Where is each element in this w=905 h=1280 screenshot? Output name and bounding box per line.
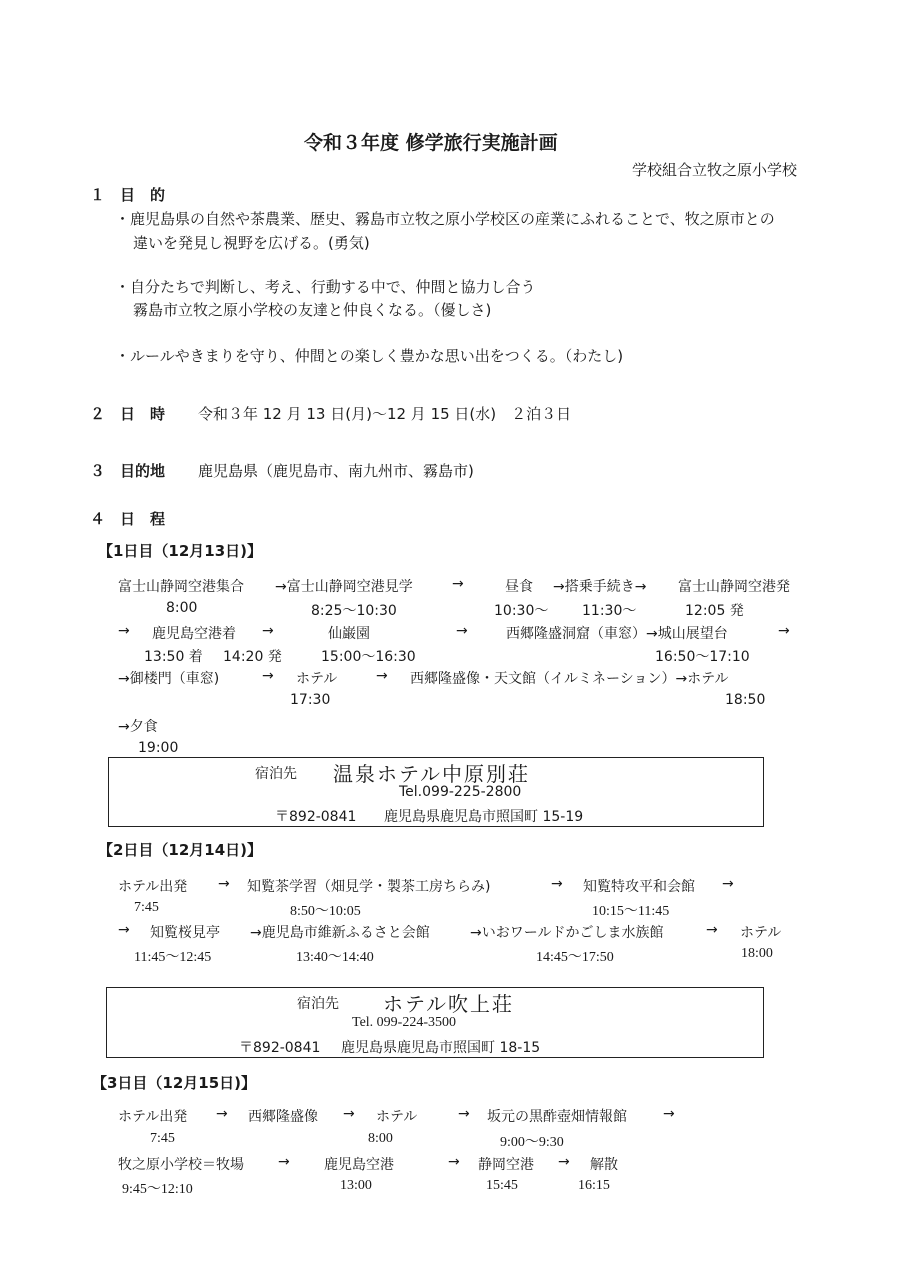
purpose-3: ・ルールやきまりを守り、仲間との楽しく豊かな思い出をつくる。（わたし) xyxy=(115,347,624,365)
section-4-heading: ４ 日 程 xyxy=(90,510,166,528)
day1-r1-item: 富士山静岡空港集合 xyxy=(118,579,244,595)
day2-r1-item: ホテル出発 xyxy=(118,879,188,895)
section-2-heading: ２ 日 時 xyxy=(90,405,166,423)
day3-r1-item: → xyxy=(216,1106,228,1122)
day1-r1-time: 12:05 発 xyxy=(685,603,744,619)
day2-r2-item: →鹿児島市維新ふるさと会館 xyxy=(250,925,430,941)
day1-header: 【1日目（12月13日)】 xyxy=(98,542,263,560)
day1-r1-time: 8:25～10:30 xyxy=(311,603,397,619)
lodging-label: 宿泊先 xyxy=(297,996,339,1012)
day1-r1-item: → xyxy=(452,576,464,592)
day1-r1-time: 10:30～ xyxy=(494,603,549,619)
purpose-1-line-1: ・鹿児島県の自然や茶農業、歴史、霧島市立牧之原小学校区の産業にふれることで、牧之原市との xyxy=(115,210,775,228)
day1-r3-time: 17:30 xyxy=(290,692,331,708)
day1-r1-item: →搭乗手続き→ xyxy=(553,579,647,595)
day2-r2-item: →いおワールドかごしま水族館 xyxy=(470,925,664,941)
purpose-1-line-2: 違いを発見し視野を広げる。(勇気) xyxy=(133,234,370,252)
day1-r4-time: 19:00 xyxy=(138,740,179,756)
day1-r2-time: 16:50～17:10 xyxy=(655,649,750,665)
day1-r2-item: → xyxy=(456,623,468,639)
day3-r2-time: 13:00 xyxy=(340,1178,372,1193)
day2-r2-item: → xyxy=(118,922,130,938)
day3-r1-item: 坂元の黒酢壺畑情報館 xyxy=(487,1109,627,1125)
day2-r2-time: 11:45～12:45 xyxy=(134,950,212,965)
day2-r2-item: ホテル xyxy=(740,925,782,941)
day2-r1-item: 知覧茶学習（畑見学・製茶工房ちらみ) xyxy=(247,879,491,895)
purpose-2-line-2: 霧島市立牧之原小学校の友達と仲良くなる。（優しさ) xyxy=(133,301,492,319)
day2-r1-time: 10:15～11:45 xyxy=(592,904,670,919)
day3-r2-time: 16:15 xyxy=(578,1178,610,1193)
day2-r1-item: → xyxy=(722,876,734,892)
day1-r3-item: 西郷隆盛像・天文館（イルミネーション）→ホテル xyxy=(410,671,729,687)
day3-r1-time: 7:45 xyxy=(150,1131,175,1146)
day3-r2-time: 15:45 xyxy=(486,1178,518,1193)
day3-r1-item: → xyxy=(663,1106,675,1122)
day2-r1-time: 7:45 xyxy=(134,900,159,915)
day3-r2-item: 解散 xyxy=(590,1157,618,1173)
day1-r1-item: 富士山静岡空港発 xyxy=(678,579,790,595)
hotel-tel: Tel. 099-224-3500 xyxy=(352,1015,457,1030)
hotel-zip: 〒892-0841 xyxy=(239,1040,321,1056)
day3-r1-item: ホテル xyxy=(376,1109,418,1125)
day2-r1-item: → xyxy=(551,876,563,892)
day3-r1-item: → xyxy=(458,1106,470,1122)
day3-r1-item: ホテル出発 xyxy=(118,1109,188,1125)
page-title: 令和３年度 修学旅行実施計画 xyxy=(304,132,558,154)
section-1-heading: １ 目 的 xyxy=(90,186,166,204)
day2-r2-time: 13:40～14:40 xyxy=(296,950,374,965)
destination-text: 鹿児島県（鹿児島市、南九州市、霧島市) xyxy=(198,462,474,480)
day1-r2-item: → xyxy=(262,623,274,639)
day3-r1-item: → xyxy=(343,1106,355,1122)
day3-header: 【3日目（12月15日)】 xyxy=(92,1074,257,1092)
hotel-name: 温泉ホテル中原別荘 xyxy=(333,762,530,786)
day2-header: 【2日目（12月14日)】 xyxy=(98,841,263,859)
day3-r1-time: 8:00 xyxy=(368,1131,393,1146)
day3-r2-item: → xyxy=(448,1154,460,1170)
day1-r2-time: 15:00～16:30 xyxy=(321,649,416,665)
hotel-address: 鹿児島県鹿児島市照国町 18-15 xyxy=(341,1040,541,1056)
day1-r3-item: →御楼門（車窓) xyxy=(118,671,220,687)
day3-r2-time: 9:45～12:10 xyxy=(122,1182,193,1197)
day3-r1-item: 西郷隆盛像 xyxy=(248,1109,318,1125)
day1-hotel-box xyxy=(108,757,764,827)
hotel-tel: Tel.099-225-2800 xyxy=(399,784,522,800)
day2-r2-time: 14:45～17:50 xyxy=(536,950,614,965)
hotel-name: ホテル吹上荘 xyxy=(383,992,514,1016)
lodging-label: 宿泊先 xyxy=(255,766,297,782)
day2-r1-item: → xyxy=(218,876,230,892)
dates-text: 令和３年 12 月 13 日(月)～12 月 15 日(水) ２泊３日 xyxy=(198,405,572,423)
day1-r2-item: 仙巌園 xyxy=(328,626,370,642)
school-name: 学校組合立牧之原小学校 xyxy=(632,161,798,179)
day3-r2-item: 牧之原小学校＝牧場 xyxy=(118,1157,244,1173)
day1-r2-item: → xyxy=(778,623,790,639)
day3-r1-time: 9:00～9:30 xyxy=(500,1135,564,1150)
day1-r2-time: 13:50 着 xyxy=(144,649,203,665)
day3-r2-item: 鹿児島空港 xyxy=(324,1157,394,1173)
day2-r1-time: 8:50～10:05 xyxy=(290,904,361,919)
day2-hotel-box xyxy=(106,987,764,1058)
day3-r2-item: → xyxy=(278,1154,290,1170)
day1-r4-item: →夕食 xyxy=(118,719,158,735)
day1-r3-time: 18:50 xyxy=(725,692,766,708)
day1-r1-time: 8:00 xyxy=(166,600,198,616)
day1-r3-item: ホテル xyxy=(296,671,338,687)
day2-r2-item: 知覧桜見亭 xyxy=(150,925,220,941)
day2-r2-time: 18:00 xyxy=(741,946,773,961)
hotel-address: 鹿児島県鹿児島市照国町 15-19 xyxy=(384,809,584,825)
day3-r2-item: → xyxy=(558,1154,570,1170)
hotel-zip: 〒892-0841 xyxy=(275,809,357,825)
day1-r1-time: 11:30～ xyxy=(582,603,637,619)
day1-r2-item: → xyxy=(118,623,130,639)
day1-r2-time: 14:20 発 xyxy=(223,649,282,665)
day1-r2-item: 鹿児島空港着 xyxy=(152,626,236,642)
day1-r1-item: 昼食 xyxy=(505,579,533,595)
day2-r1-item: 知覧特攻平和会館 xyxy=(583,879,695,895)
section-3-heading: ３ 目的地 xyxy=(90,462,166,480)
day3-r2-item: 静岡空港 xyxy=(478,1157,534,1173)
purpose-2-line-1: ・自分たちで判断し、考え、行動する中で、仲間と協力し合う xyxy=(115,278,536,296)
day1-r1-item: →富士山静岡空港見学 xyxy=(275,579,413,595)
day1-r3-item: → xyxy=(376,668,388,684)
day2-r2-item: → xyxy=(706,922,718,938)
day1-r2-item: 西郷隆盛洞窟（車窓）→城山展望台 xyxy=(506,626,728,642)
day1-r3-item: → xyxy=(262,668,274,684)
